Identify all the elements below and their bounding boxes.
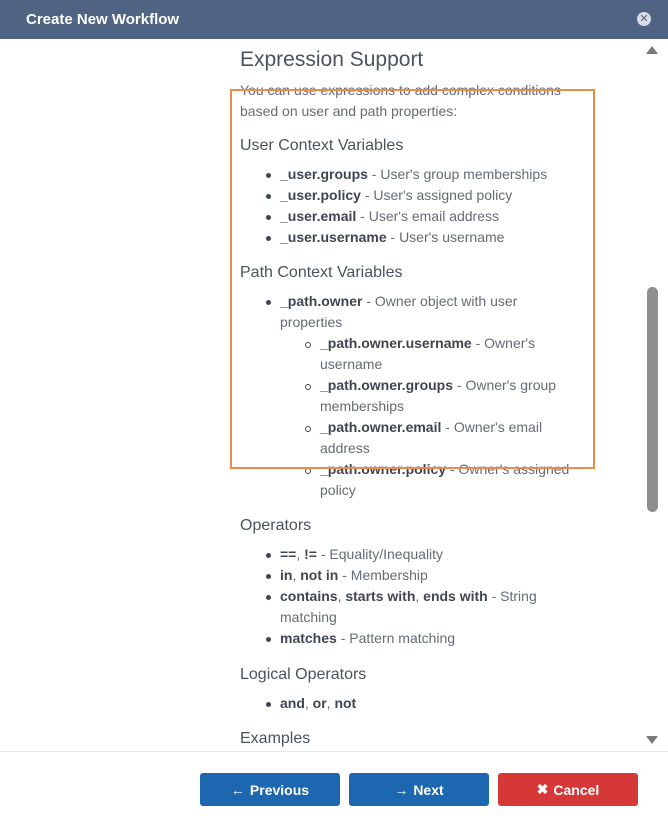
list-item: contains, starts with, ends with - String [280, 588, 537, 604]
sub-list-item: _path.owner.username - Owner's [320, 335, 536, 351]
list-item: in, not in - Membership [280, 567, 428, 583]
sub-list-item-continuation: address [320, 440, 370, 456]
bullet-icon [266, 702, 271, 707]
sub-list-item: _path.owner.email - Owner's email [320, 419, 543, 435]
list-item: _user.username - User's username [280, 229, 505, 245]
path-context-title: Path Context Variables [240, 264, 403, 281]
next-button[interactable] [349, 773, 489, 806]
previous-button[interactable] [200, 773, 340, 806]
list-item: _user.groups - User's group memberships [280, 166, 548, 182]
intro-text: You can use expressions to add complex conditions based on user and path properties: [240, 82, 561, 119]
list-item: _user.policy - User's assigned policy [280, 187, 513, 203]
next-button-label: Next [413, 781, 444, 798]
sub-list-item: _path.owner.groups - Owner's group [320, 377, 557, 393]
arrow-right-icon: → [394, 781, 409, 798]
expression-support-heading: Expression Support [240, 48, 424, 71]
arrow-left-icon: ← [230, 781, 245, 798]
bullet-icon [266, 553, 271, 558]
modal-header [0, 0, 668, 39]
list-item-continuation: matching [280, 609, 337, 625]
close-icon[interactable]: ✕ [637, 12, 651, 26]
close-x-icon: ✖ [536, 781, 549, 797]
previous-button-label: Previous [249, 781, 310, 798]
bullet-icon [266, 637, 271, 642]
user-context-title: User Context Variables [240, 137, 404, 154]
sub-list-item-continuation: policy [320, 482, 356, 498]
list-item: _path.owner - Owner object with user [280, 293, 518, 309]
logical-operators-title: Logical Operators [240, 666, 367, 683]
cancel-button[interactable] [498, 773, 638, 806]
modal-title: Create New Workflow [26, 11, 180, 28]
sub-list-item-continuation: memberships [320, 398, 405, 414]
scrollbar-thumb[interactable] [647, 287, 658, 512]
bullet-icon [266, 574, 271, 579]
list-item: matches - Pattern matching [280, 630, 456, 646]
list-item-continuation: properties [280, 314, 343, 330]
modal-footer [0, 751, 668, 824]
cancel-button-label: Cancel [553, 781, 600, 798]
scroll-down-icon[interactable] [646, 736, 658, 744]
list-item: ==, != - Equality/Inequality [280, 546, 444, 562]
examples-title: Examples [240, 730, 311, 747]
context-variables-highlight [230, 89, 595, 469]
scroll-up-icon[interactable] [646, 46, 658, 54]
sub-list-item: _path.owner.policy - Owner's assigned [320, 461, 570, 477]
list-item: _user.email - User's email address [280, 208, 499, 224]
bullet-icon [266, 595, 271, 600]
list-item: and, or, not [280, 695, 357, 711]
sub-list-item-continuation: username [320, 356, 383, 372]
operators-title: Operators [240, 517, 312, 534]
